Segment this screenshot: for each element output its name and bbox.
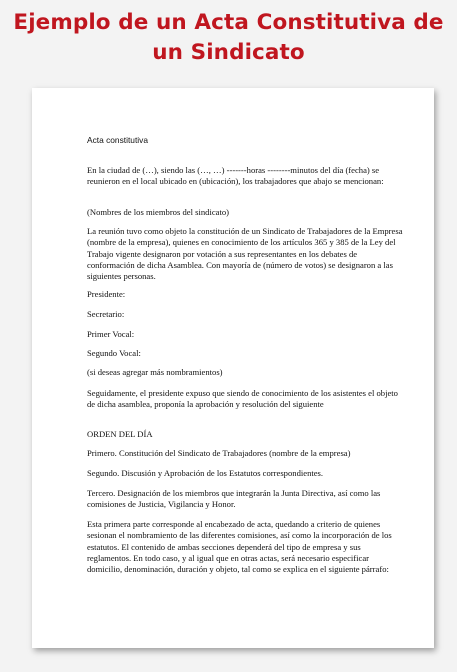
paragraph-more-appointments: (si deseas agregar más nombramientos) (87, 367, 223, 377)
agenda-item-first: Primero. Constitución del Sindicato de Trabajadores (nombre de la empresa) (87, 448, 351, 458)
paragraph-closing-note: Esta primera parte corresponde al encabezado de acta, quedando a criterio de quienes sesionan el nombramiento de las diferentes comisiones, así como la incorporación de los estatutos. El contenido de ambas secciones dependerá del tipo de empresa y sus reglamentos. En todo caso, y al igual que en otras actas, será necesario especificar domicilio, denominación, duración y objeto, tal como se explica en el siguiente párrafo: (87, 519, 392, 575)
paragraph-member-names: (Nombres de los miembros del sindicato) (87, 207, 230, 217)
page-title: Ejemplo de un Acta Constitutiva de un Sindicato (13, 10, 444, 65)
agenda-item-second: Segundo. Discusión y Aprobación de los Estatutos correspondientes. (87, 468, 324, 478)
document-sheet (32, 88, 434, 648)
paragraph-president-proposal: Seguidamente, el presidente expuso que siendo de conocimiento de los asistentes el objeto de dicha asamblea, proponía la aprobación y resolución del siguiente (87, 388, 398, 410)
agenda-heading: ORDEN DEL DÍA (87, 429, 153, 439)
role-secretary: Secretario: (87, 309, 125, 319)
role-second-vocal: Segundo Vocal: (87, 348, 141, 358)
paragraph-purpose: La reunión tuvo como objeto la constitución de un Sindicato de Trabajadores de la Empresa (nombre de la empresa), quienes en conocimiento de los artículos 365 y 385 de la Ley del Trabajo vigente designaron por votación a sus representantes en los debates de conformación de dicha Asamblea. Con mayoría de (número de votos) se designaron a las siguientes personas. (87, 226, 403, 282)
document-heading: Acta constitutiva (87, 135, 148, 145)
agenda-item-third: Tercero. Designación de los miembros que integrarán la Junta Directiva, así como las comisiones de Justicia, Vigilancia y Honor. (87, 488, 381, 510)
paragraph-opening: En la ciudad de (…), siendo las (…, …) -------horas --------minutos del día (fecha) se reunieron en el local ubicado en (ubicación), los trabajadores que abajo se mencionan: (87, 165, 384, 187)
role-president: Presidente: (87, 289, 126, 299)
role-first-vocal: Primer Vocal: (87, 329, 135, 339)
